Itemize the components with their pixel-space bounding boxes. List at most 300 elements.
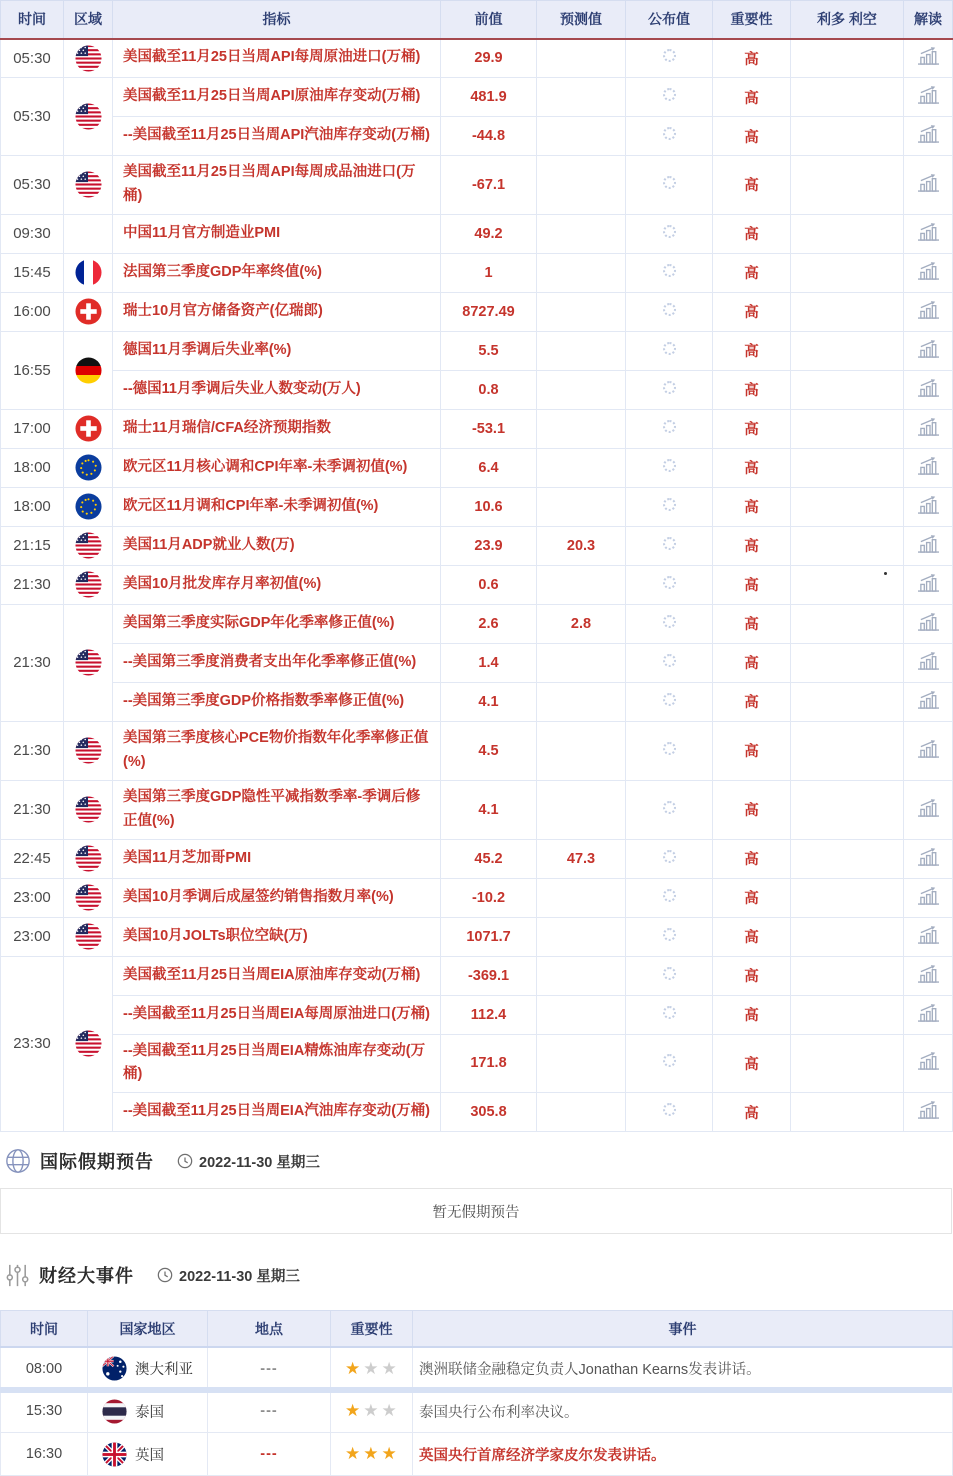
- chart-detail-icon[interactable]: [904, 292, 953, 331]
- chart-detail-icon[interactable]: [904, 331, 953, 370]
- bullish-bearish-cell: [791, 292, 904, 331]
- calendar-row: [1, 409, 953, 448]
- importance-badge: 高: [713, 331, 791, 370]
- previous-value: 29.9: [441, 39, 537, 78]
- event-description: 英国央行首席经济学家皮尔发表讲话。: [413, 1433, 953, 1476]
- bullish-bearish-cell: [791, 878, 904, 917]
- us-flag-icon: [75, 845, 102, 872]
- importance-badge: 高: [713, 1093, 791, 1132]
- bar-chart-icon: [916, 650, 941, 671]
- published-value: [626, 78, 713, 117]
- column-header-bias: 利多 利空: [791, 1, 904, 39]
- calendar-row: [1, 917, 953, 956]
- events-section-header: [5, 1260, 952, 1290]
- calendar-row: [1, 1034, 953, 1093]
- clock-icon: [157, 1267, 173, 1283]
- bar-chart-icon: [916, 377, 941, 398]
- published-value: [626, 565, 713, 604]
- indicator-name[interactable]: 中国11月官方制造业PMI: [113, 214, 441, 253]
- published-value: [626, 370, 713, 409]
- bullish-bearish-cell: [791, 917, 904, 956]
- bar-chart-icon: [916, 924, 941, 945]
- chart-detail-icon[interactable]: [904, 917, 953, 956]
- indicator-name[interactable]: 美国截至11月25日当周API每周成品油进口(万桶): [113, 156, 441, 215]
- importance-badge: 高: [713, 39, 791, 78]
- event-time: 21:30: [1, 604, 64, 721]
- loading-spinner-icon: [663, 225, 676, 238]
- published-value: [626, 682, 713, 721]
- previous-value: 2.6: [441, 604, 537, 643]
- bottom-strip: [0, 1387, 952, 1393]
- indicator-name[interactable]: 美国截至11月25日当周API每周原油进口(万桶): [113, 39, 441, 78]
- importance-badge: 高: [713, 682, 791, 721]
- loading-spinner-icon: [663, 615, 676, 628]
- forecast-value: [537, 995, 626, 1034]
- previous-value: 0.8: [441, 370, 537, 409]
- bar-chart-icon: [916, 221, 941, 242]
- event-description: 泰国央行公布利率决议。: [413, 1390, 953, 1433]
- calendar-row: [1, 253, 953, 292]
- chart-detail-icon[interactable]: [904, 253, 953, 292]
- star-icon: ★: [363, 1444, 379, 1464]
- chart-detail-icon[interactable]: [904, 448, 953, 487]
- indicator-name[interactable]: 美国10月季调后成屋签约销售指数月率(%): [113, 878, 441, 917]
- chart-detail-icon[interactable]: [904, 409, 953, 448]
- us-flag-icon: [64, 917, 113, 956]
- loading-spinner-icon: [663, 176, 676, 189]
- event-row: [1, 1390, 953, 1433]
- th-flag-icon: [102, 1399, 127, 1424]
- forecast-value: [537, 721, 626, 780]
- event-time: 21:30: [1, 565, 64, 604]
- event-time: 23:00: [1, 878, 64, 917]
- calendar-row: [1, 370, 953, 409]
- previous-value: 0.6: [441, 565, 537, 604]
- forecast-value: [537, 156, 626, 215]
- previous-value: 4.1: [441, 780, 537, 839]
- events-date-text: 2022-11-30 星期三: [179, 1268, 300, 1285]
- calendar-header-row: [1, 1, 953, 39]
- previous-value: 5.5: [441, 331, 537, 370]
- bar-chart-icon: [916, 533, 941, 554]
- us-flag-icon: [64, 39, 113, 78]
- published-value: [626, 604, 713, 643]
- importance-badge: 高: [713, 565, 791, 604]
- importance-badge: 高: [713, 78, 791, 117]
- event-time: 16:00: [1, 292, 64, 331]
- previous-value: 1: [441, 253, 537, 292]
- holiday-empty-box: [0, 1188, 952, 1234]
- stray-dot: [884, 572, 887, 575]
- bar-chart-icon: [916, 416, 941, 437]
- importance-badge: 高: [713, 995, 791, 1034]
- bullish-bearish-cell: [791, 487, 904, 526]
- country-name: 英国: [135, 1447, 164, 1464]
- event-time: 22:45: [1, 839, 64, 878]
- loading-spinner-icon: [663, 1054, 676, 1067]
- event-time: 23:00: [1, 917, 64, 956]
- chart-detail-icon[interactable]: [904, 839, 953, 878]
- event-time: 15:45: [1, 253, 64, 292]
- bullish-bearish-cell: [791, 995, 904, 1034]
- holiday-date-text: 2022-11-30 星期三: [199, 1154, 320, 1171]
- column-header-indicator: 指标: [113, 1, 441, 39]
- chart-detail-icon[interactable]: [904, 995, 953, 1034]
- forecast-value: [537, 253, 626, 292]
- chart-detail-icon[interactable]: [904, 156, 953, 215]
- column-header-location: 地点: [208, 1311, 331, 1347]
- calendar-row: [1, 78, 953, 117]
- bullish-bearish-cell: [791, 78, 904, 117]
- published-value: [626, 956, 713, 995]
- calendar-row: [1, 448, 953, 487]
- bullish-bearish-cell: [791, 956, 904, 995]
- forecast-value: [537, 917, 626, 956]
- calendar-row: [1, 604, 953, 643]
- calendar-row: [1, 878, 953, 917]
- us-flag-icon: [75, 923, 102, 950]
- loading-spinner-icon: [663, 742, 676, 755]
- star-icon: ★: [363, 1401, 379, 1421]
- event-time: 16:30: [1, 1433, 88, 1476]
- bullish-bearish-cell: [791, 39, 904, 78]
- star-icon: ★: [381, 1358, 397, 1378]
- event-location: ---: [208, 1433, 331, 1476]
- loading-spinner-icon: [663, 303, 676, 316]
- chart-detail-icon[interactable]: [904, 214, 953, 253]
- indicator-name[interactable]: 欧元区11月核心调和CPI年率-未季调初值(%): [113, 448, 441, 487]
- chart-detail-icon[interactable]: [904, 39, 953, 78]
- us-flag-icon: [64, 526, 113, 565]
- column-header-previous: 前值: [441, 1, 537, 39]
- previous-value: 4.5: [441, 721, 537, 780]
- indicator-name[interactable]: --美国第三季度GDP价格指数季率修正值(%): [113, 682, 441, 721]
- calendar-row: [1, 995, 953, 1034]
- chart-detail-icon[interactable]: [904, 721, 953, 780]
- previous-value: 171.8: [441, 1034, 537, 1093]
- indicator-name[interactable]: 美国10月JOLTs职位空缺(万): [113, 917, 441, 956]
- indicator-name[interactable]: 美国第三季度实际GDP年化季率修正值(%): [113, 604, 441, 643]
- published-value: [626, 839, 713, 878]
- us-flag-icon: [75, 103, 102, 130]
- bullish-bearish-cell: [791, 370, 904, 409]
- us-flag-icon: [75, 649, 102, 676]
- us-flag-icon: [75, 171, 102, 198]
- previous-value: 23.9: [441, 526, 537, 565]
- importance-badge: 高: [713, 878, 791, 917]
- event-location: ---: [208, 1390, 331, 1433]
- event-location: ---: [208, 1347, 331, 1390]
- loading-spinner-icon: [663, 264, 676, 277]
- bar-chart-icon: [916, 123, 941, 144]
- bar-chart-icon: [916, 1050, 941, 1071]
- column-header-region: 区域: [64, 1, 113, 39]
- calendar-row: [1, 682, 953, 721]
- forecast-value: [537, 214, 626, 253]
- region-cell-empty: [64, 214, 113, 253]
- sliders-icon: [5, 1263, 30, 1288]
- loading-spinner-icon: [663, 49, 676, 62]
- bar-chart-icon: [916, 45, 941, 66]
- calendar-row: [1, 487, 953, 526]
- bullish-bearish-cell: [791, 117, 904, 156]
- calendar-row: [1, 117, 953, 156]
- importance-badge: 高: [713, 604, 791, 643]
- published-value: [626, 253, 713, 292]
- bar-chart-icon: [916, 885, 941, 906]
- indicator-name[interactable]: 美国截至11月25日当周API原油库存变动(万桶): [113, 78, 441, 117]
- indicator-name[interactable]: --美国截至11月25日当周EIA每周原油进口(万桶): [113, 995, 441, 1034]
- importance-badge: 高: [713, 526, 791, 565]
- eu-flag-icon: [64, 487, 113, 526]
- bar-chart-icon: [916, 572, 941, 593]
- us-flag-icon: [64, 721, 113, 780]
- loading-spinner-icon: [663, 967, 676, 980]
- bar-chart-icon: [916, 172, 941, 193]
- events-section-title: 财经大事件: [39, 1266, 134, 1287]
- published-value: [626, 156, 713, 215]
- importance-badge: 高: [713, 917, 791, 956]
- forecast-value: 2.8: [537, 604, 626, 643]
- bullish-bearish-cell: [791, 721, 904, 780]
- loading-spinner-icon: [663, 889, 676, 902]
- bar-chart-icon: [916, 738, 941, 759]
- star-icon: ★: [345, 1401, 361, 1421]
- us-flag-icon: [64, 780, 113, 839]
- bullish-bearish-cell: [791, 526, 904, 565]
- indicator-name[interactable]: 瑞士11月瑞信/CFA经济预期指数: [113, 409, 441, 448]
- loading-spinner-icon: [663, 537, 676, 550]
- published-value: [626, 448, 713, 487]
- column-header-event: 事件: [413, 1311, 953, 1347]
- bar-chart-icon: [916, 84, 941, 105]
- chart-detail-icon[interactable]: [904, 1034, 953, 1093]
- previous-value: -53.1: [441, 409, 537, 448]
- indicator-name[interactable]: 美国第三季度核心PCE物价指数年化季率修正值(%): [113, 721, 441, 780]
- ch-flag-icon: [75, 415, 102, 442]
- forecast-value: [537, 78, 626, 117]
- column-header-time: 时间: [1, 1, 64, 39]
- country-name: 澳大利亚: [135, 1362, 193, 1379]
- indicator-name[interactable]: 欧元区11月调和CPI年率-未季调初值(%): [113, 487, 441, 526]
- us-flag-icon: [64, 565, 113, 604]
- previous-value: 45.2: [441, 839, 537, 878]
- indicator-name[interactable]: 美国第三季度GDP隐性平减指数季率-季调后修正值(%): [113, 780, 441, 839]
- published-value: [626, 117, 713, 156]
- bullish-bearish-cell: [791, 448, 904, 487]
- us-flag-icon: [75, 532, 102, 559]
- bar-chart-icon: [916, 455, 941, 476]
- importance-stars: [331, 1347, 413, 1390]
- previous-value: -10.2: [441, 878, 537, 917]
- column-header-detail: 解读: [904, 1, 953, 39]
- calendar-row: [1, 156, 953, 215]
- importance-stars: [331, 1390, 413, 1433]
- ch-flag-icon: [75, 298, 102, 325]
- bullish-bearish-cell: [791, 682, 904, 721]
- loading-spinner-icon: [663, 127, 676, 140]
- chart-detail-icon[interactable]: [904, 878, 953, 917]
- indicator-name[interactable]: 德国11月季调后失业率(%): [113, 331, 441, 370]
- events-section-date: [157, 1265, 300, 1286]
- bullish-bearish-cell: [791, 643, 904, 682]
- events-header-row: [1, 1311, 953, 1347]
- previous-value: 1.4: [441, 643, 537, 682]
- forecast-value: [537, 682, 626, 721]
- loading-spinner-icon: [663, 654, 676, 667]
- published-value: [626, 39, 713, 78]
- au-flag-icon: [102, 1356, 127, 1381]
- published-value: [626, 409, 713, 448]
- published-value: [626, 780, 713, 839]
- column-header-country: 国家地区: [88, 1311, 208, 1347]
- clock-icon: [177, 1153, 193, 1169]
- previous-value: 1071.7: [441, 917, 537, 956]
- country-cell: [88, 1347, 208, 1390]
- calendar-row: [1, 643, 953, 682]
- previous-value: 10.6: [441, 487, 537, 526]
- event-row: [1, 1433, 953, 1476]
- chart-detail-icon[interactable]: [904, 604, 953, 643]
- chart-detail-icon[interactable]: [904, 682, 953, 721]
- forecast-value: [537, 292, 626, 331]
- published-value: [626, 1093, 713, 1132]
- previous-value: 4.1: [441, 682, 537, 721]
- calendar-row: [1, 565, 953, 604]
- indicator-name[interactable]: 瑞士10月官方储备资产(亿瑞郎): [113, 292, 441, 331]
- importance-badge: 高: [713, 214, 791, 253]
- event-time: 15:30: [1, 1390, 88, 1433]
- us-flag-icon: [75, 796, 102, 823]
- importance-badge: 高: [713, 409, 791, 448]
- bullish-bearish-cell: [791, 839, 904, 878]
- us-flag-icon: [64, 839, 113, 878]
- bar-chart-icon: [916, 338, 941, 359]
- us-flag-icon: [64, 878, 113, 917]
- importance-badge: 高: [713, 721, 791, 780]
- loading-spinner-icon: [663, 342, 676, 355]
- forecast-value: [537, 331, 626, 370]
- previous-value: -44.8: [441, 117, 537, 156]
- column-header-published: 公布值: [626, 1, 713, 39]
- importance-badge: 高: [713, 839, 791, 878]
- importance-badge: 高: [713, 156, 791, 215]
- us-flag-icon: [75, 571, 102, 598]
- chart-detail-icon[interactable]: [904, 780, 953, 839]
- indicator-name[interactable]: --美国截至11月25日当周API汽油库存变动(万桶): [113, 117, 441, 156]
- de-flag-icon: [75, 357, 102, 384]
- chart-detail-icon[interactable]: [904, 956, 953, 995]
- de-flag-icon: [64, 331, 113, 409]
- chart-detail-icon[interactable]: [904, 526, 953, 565]
- holiday-section-date: [177, 1151, 320, 1172]
- previous-value: 305.8: [441, 1093, 537, 1132]
- importance-badge: 高: [713, 117, 791, 156]
- calendar-row: [1, 214, 953, 253]
- indicator-name[interactable]: --美国截至11月25日当周EIA汽油库存变动(万桶): [113, 1093, 441, 1132]
- indicator-name[interactable]: 法国第三季度GDP年率终值(%): [113, 253, 441, 292]
- event-time: 18:00: [1, 448, 64, 487]
- indicator-name[interactable]: 美国10月批发库存月率初值(%): [113, 565, 441, 604]
- bullish-bearish-cell: [791, 604, 904, 643]
- loading-spinner-icon: [663, 801, 676, 814]
- previous-value: -369.1: [441, 956, 537, 995]
- previous-value: 8727.49: [441, 292, 537, 331]
- published-value: [626, 917, 713, 956]
- bar-chart-icon: [916, 1002, 941, 1023]
- calendar-row: [1, 1093, 953, 1132]
- loading-spinner-icon: [663, 928, 676, 941]
- us-flag-icon: [75, 737, 102, 764]
- chart-detail-icon[interactable]: [904, 487, 953, 526]
- previous-value: 49.2: [441, 214, 537, 253]
- event-time: 18:00: [1, 487, 64, 526]
- chart-detail-icon[interactable]: [904, 117, 953, 156]
- forecast-value: [537, 1034, 626, 1093]
- country-cell: [88, 1390, 208, 1433]
- forecast-value: [537, 878, 626, 917]
- event-time: 05:30: [1, 39, 64, 78]
- country-cell: [88, 1433, 208, 1476]
- chart-detail-icon[interactable]: [904, 1093, 953, 1132]
- importance-badge: 高: [713, 956, 791, 995]
- forecast-value: [537, 39, 626, 78]
- holiday-section-header: [5, 1146, 952, 1176]
- forecast-value: [537, 448, 626, 487]
- importance-badge: 高: [713, 1034, 791, 1093]
- calendar-row: [1, 721, 953, 780]
- event-description: 澳洲联储金融稳定负责人Jonathan Kearns发表讲话。: [413, 1347, 953, 1390]
- importance-badge: 高: [713, 370, 791, 409]
- chart-detail-icon[interactable]: [904, 78, 953, 117]
- globe-icon: [5, 1148, 31, 1174]
- chart-detail-icon[interactable]: [904, 565, 953, 604]
- eu-flag-icon: [75, 454, 102, 481]
- previous-value: 6.4: [441, 448, 537, 487]
- bar-chart-icon: [916, 1099, 941, 1120]
- forecast-value: 47.3: [537, 839, 626, 878]
- indicator-name[interactable]: --美国第三季度消费者支出年化季率修正值(%): [113, 643, 441, 682]
- us-flag-icon: [75, 45, 102, 72]
- holiday-section-title: 国际假期预告: [40, 1152, 154, 1173]
- indicator-name[interactable]: --德国11月季调后失业人数变动(万人): [113, 370, 441, 409]
- column-header-importance: 重要性: [331, 1311, 413, 1347]
- published-value: [626, 526, 713, 565]
- indicator-name[interactable]: 美国11月芝加哥PMI: [113, 839, 441, 878]
- importance-badge: 高: [713, 643, 791, 682]
- calendar-row: [1, 526, 953, 565]
- holiday-empty-text: 暂无假期预告: [432, 1204, 520, 1221]
- country-name: 泰国: [135, 1404, 164, 1421]
- indicator-name[interactable]: 美国11月ADP就业人数(万): [113, 526, 441, 565]
- published-value: [626, 214, 713, 253]
- event-time: 17:00: [1, 409, 64, 448]
- star-icon: ★: [381, 1444, 397, 1464]
- us-flag-icon: [64, 78, 113, 156]
- chart-detail-icon[interactable]: [904, 370, 953, 409]
- loading-spinner-icon: [663, 381, 676, 394]
- forecast-value: [537, 370, 626, 409]
- event-time: 16:55: [1, 331, 64, 409]
- loading-spinner-icon: [663, 459, 676, 472]
- bullish-bearish-cell: [791, 1034, 904, 1093]
- indicator-name[interactable]: 美国截至11月25日当周EIA原油库存变动(万桶): [113, 956, 441, 995]
- indicator-name[interactable]: --美国截至11月25日当周EIA精炼油库存变动(万桶): [113, 1034, 441, 1093]
- gb-flag-icon: [102, 1442, 127, 1467]
- published-value: [626, 643, 713, 682]
- chart-detail-icon[interactable]: [904, 643, 953, 682]
- bullish-bearish-cell: [791, 253, 904, 292]
